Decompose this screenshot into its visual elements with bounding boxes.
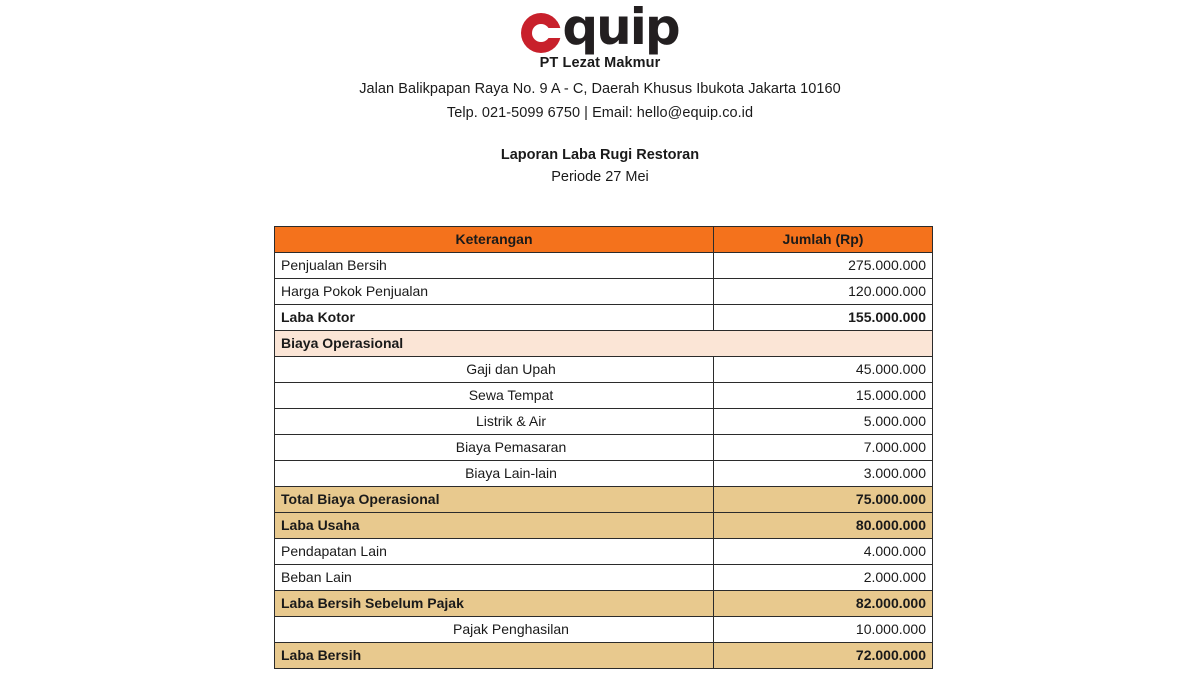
row-value: 4.000.000: [714, 539, 933, 565]
row-value: 7.000.000: [714, 435, 933, 461]
row-label: Laba Usaha: [275, 513, 714, 539]
row-value: 80.000.000: [714, 513, 933, 539]
table-row: [275, 487, 933, 513]
row-label: Beban Lain: [275, 565, 714, 591]
row-label: Biaya Pemasaran: [275, 435, 714, 461]
row-value: 120.000.000: [714, 279, 933, 305]
table-row: [275, 253, 933, 279]
table-header: [275, 227, 933, 253]
row-label: Listrik & Air: [275, 409, 714, 435]
company-contact: Telp. 021-5099 6750 | Email: hello@equip.co.id: [446, 105, 754, 121]
row-value: 2.000.000: [714, 565, 933, 591]
company-address: Jalan Balikpapan Raya No. 9 A - C, Daerah Khusus Ibukota Jakarta 10160: [359, 81, 841, 97]
row-value: 275.000.000: [714, 253, 933, 279]
table-body: [275, 253, 933, 669]
company-name: PT Lezat Makmur: [539, 55, 661, 71]
row-value: 72.000.000: [714, 643, 933, 669]
row-label: Laba Bersih: [275, 643, 714, 669]
table-row: [275, 643, 933, 669]
row-value: 45.000.000: [714, 357, 933, 383]
row-value: 5.000.000: [714, 409, 933, 435]
row-value: 15.000.000: [714, 383, 933, 409]
table-row: [275, 591, 933, 617]
table-row: [275, 435, 933, 461]
row-label: Penjualan Bersih: [275, 253, 714, 279]
table-row: [275, 279, 933, 305]
letterhead: [0, 0, 1200, 121]
table-row: [275, 305, 933, 331]
table-row: [275, 383, 933, 409]
income-statement-table-wrapper: [274, 226, 932, 669]
income-statement-table: [274, 226, 933, 669]
row-label: Biaya Lain-lain: [275, 461, 714, 487]
row-label: Gaji dan Upah: [275, 357, 714, 383]
row-label: Sewa Tempat: [275, 383, 714, 409]
column-header-jumlah: Jumlah (Rp): [714, 227, 933, 253]
logo-e-icon: [521, 13, 561, 53]
table-row: [275, 357, 933, 383]
table-header-row: [275, 227, 933, 253]
table-row: [275, 565, 933, 591]
table-row: [275, 539, 933, 565]
table-row: [275, 461, 933, 487]
report-title: Laporan Laba Rugi Restoran: [500, 147, 700, 163]
table-row: [275, 617, 933, 643]
logo-wordmark: quip: [562, 0, 679, 56]
row-value: 3.000.000: [714, 461, 933, 487]
table-row: [275, 513, 933, 539]
row-label: Total Biaya Operasional: [275, 487, 714, 513]
row-value: 10.000.000: [714, 617, 933, 643]
row-label: Laba Bersih Sebelum Pajak: [275, 591, 714, 617]
column-header-keterangan: Keterangan: [275, 227, 714, 253]
row-label: Pajak Penghasilan: [275, 617, 714, 643]
row-value: 155.000.000: [714, 305, 933, 331]
table-row: [275, 409, 933, 435]
row-value: 75.000.000: [714, 487, 933, 513]
table-row: [275, 331, 933, 357]
equip-logo: [521, 0, 679, 56]
report-period: Periode 27 Mei: [551, 169, 649, 185]
row-label: Harga Pokok Penjualan: [275, 279, 714, 305]
row-value: 82.000.000: [714, 591, 933, 617]
row-label: Pendapatan Lain: [275, 539, 714, 565]
row-label: Biaya Operasional: [275, 331, 933, 357]
row-label: Laba Kotor: [275, 305, 714, 331]
